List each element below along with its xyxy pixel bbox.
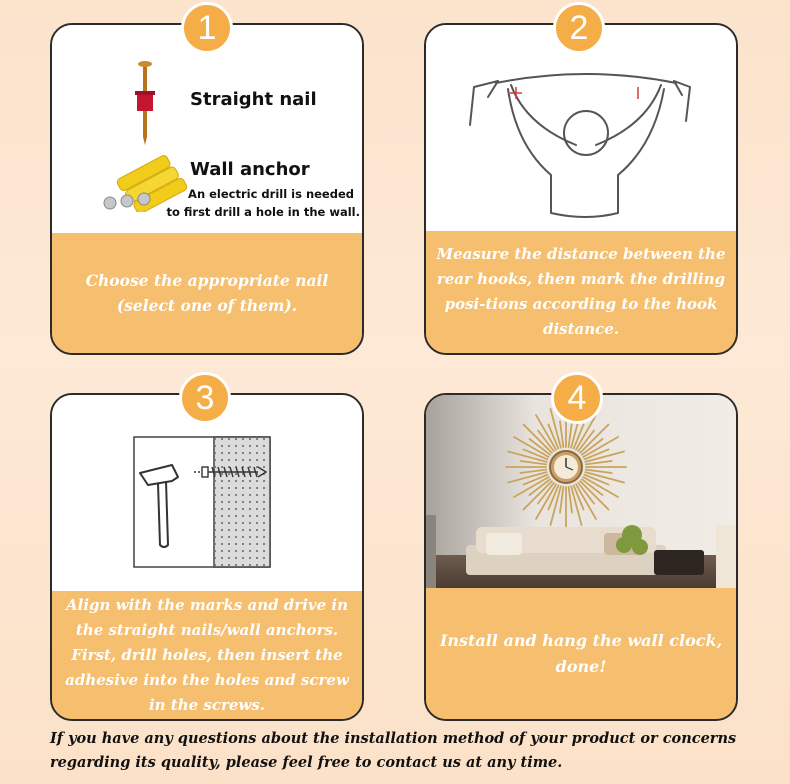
step-number-badge: 1: [181, 2, 233, 54]
step-4-room-photo: [426, 395, 736, 588]
step-4-caption: Install and hang the wall clock, done!: [426, 588, 736, 719]
step-card-1: [50, 23, 364, 355]
step-1-caption: Choose the appropriate nail (select one of them).: [52, 233, 362, 353]
step-number-badge: 4: [551, 372, 603, 424]
footer-contact-note: If you have any questions about the installation method of your product or concerns regarding its quality, please feel free to contact us at any time.: [50, 730, 737, 771]
sunburst-clock-in-room-image: [426, 395, 736, 588]
step-1-illustration: [52, 25, 362, 233]
step-card-3: [50, 393, 364, 721]
step-card-2: [424, 23, 738, 355]
step-number-badge: 2: [553, 2, 605, 54]
drill-note-line-1: An electric drill is needed: [188, 187, 354, 201]
straight-nail-label: Straight nail: [190, 89, 317, 110]
step-number-badge: 3: [179, 372, 231, 424]
step-3-caption: Align with the marks and drive in the straight nails/wall anchors. First, drill holes, then insert the adhesive into the holes and screw in the screws.: [52, 591, 362, 719]
wall-anchor-label: Wall anchor: [190, 159, 310, 180]
step-2-caption: Measure the distance between the rear hooks, then mark the drilling posi-tions according to the hook distance.: [426, 231, 736, 353]
step-2-illustration: [426, 25, 736, 231]
drill-note-line-2: to first drill a hole in the wall.: [166, 205, 360, 219]
step-card-4: [424, 393, 738, 721]
person-holding-clock-icon: [426, 25, 736, 231]
straight-nail-icon: [130, 61, 170, 151]
wall-anchor-icon: [100, 147, 195, 212]
hammer-and-screw-icon: [52, 395, 362, 591]
step-3-illustration: [52, 395, 362, 591]
